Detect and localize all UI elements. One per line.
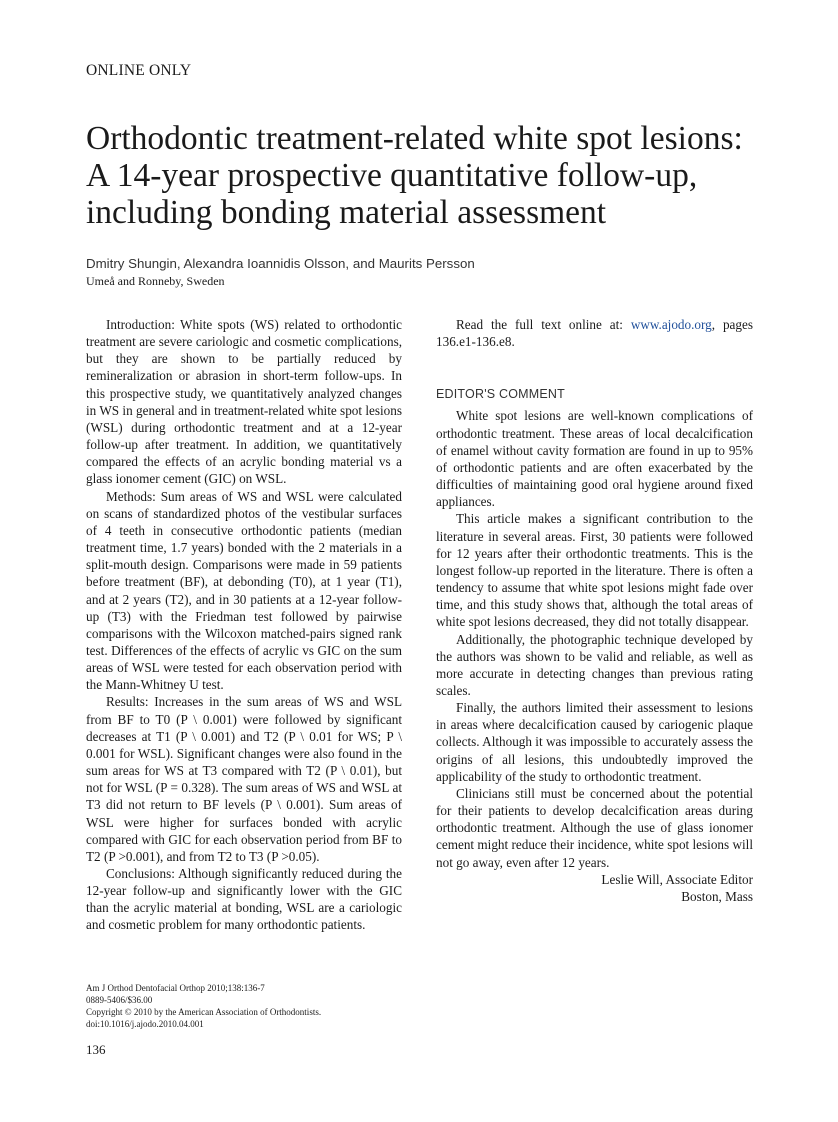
read-full-prefix: Read the full text online at: <box>456 317 631 332</box>
abstract-introduction: Introduction: White spots (WS) related to orthodontic treatment are severe cariologic and cosmetic complications, but they are shown to be partially reduced by remineralization or abrasion in short-term follow-ups. In this prospective study, we quantitatively analyzed changes in WS in general and in treatment-related white spot lesions (WSL) during orthodontic treatment and at a 12-year follow-up after treatment. In addition, we quantitatively compared the effects of an acrylic bonding material vs a glass ionomer cement (GIC) on WSL. <box>86 317 402 487</box>
editor-location: Boston, Mass <box>681 888 753 904</box>
affiliation: Umeå and Ronneby, Sweden <box>86 274 225 288</box>
read-full-suffix: , pages 136.e1-136.e8. <box>436 317 753 350</box>
abstract-methods: Methods: Sum areas of WS and WSL were calculated on scans of standardized photos of the vestibular surfaces of 4 teeth in consecutive orthodontic patients (median treatment time, 1.7 years) bonded with the 2 materials in a split-mouth design. Comparisons were made in 59 patients before treatment (BF), at debonding (T0), at 1 year (T1), and at 2 years (T2), and in 30 patients at a 12-year follow-up (T3) with the Friedman test followed by pairwise comparisons with the Wilcoxon matched-pairs signed rank test. Differences of the effects of acrylic vs GIC on the sum areas of WSL were tested for each observation period with the Mann-Whitney U test. <box>86 488 402 693</box>
article-footnote <box>86 982 446 1030</box>
article-title <box>86 120 776 231</box>
editor-paragraph: This article makes a significant contribution to the literature in several areas. First, 30 patients were followed for 12 years after their orthodontic treatments. This is the longest follow-up reported in the literature. There is often a tendency to assume that white spot lesions might fade over time, and this study shows that, although the total areas of white spot lesions decreased, they did not totally disappear. <box>436 511 753 630</box>
abstract-column <box>86 316 402 934</box>
copyright: Copyright © 2010 by the American Association of Orthodontists. <box>86 1007 322 1017</box>
editor-signature: Leslie Will, Associate Editor <box>601 871 753 887</box>
page-number: 136 <box>86 1042 106 1057</box>
author-list: Dmitry Shungin, Alexandra Ioannidis Olsson, and Maurits Persson <box>86 256 475 271</box>
issn: 0889-5406/$36.00 <box>86 995 153 1005</box>
section-label: ONLINE ONLY <box>86 62 192 79</box>
journal-link[interactable]: www.ajodo.org <box>630 317 712 332</box>
editor-paragraph: Finally, the authors limited their assessment to lesions in areas where decalcification caused by cariogenic plaque collects. Although it was impossible to accurately assess the origins of all lesions, this undoubtedly improved the applicability of the study to orthodontic treatment. <box>436 700 753 784</box>
doi: doi:10.1016/j.ajodo.2010.04.001 <box>86 1019 204 1029</box>
abstract-results: Results: Increases in the sum areas of WS and WSL from BF to T0 (P \ 0.001) were followed by significant decreases at T1 (P \ 0.001) and T2 (P \ 0.01 for WS; P \ 0.001 for WSL). Significant changes were also found in the sum areas for WS at T3 compared with T2 (P \ 0.01), but not for WSL (P = 0.328). The sum areas of WS and WSL at T3 did not return to BF levels (P \ 0.001). Sum areas of WSL were higher for surfaces bonded with acrylic compared with GIC for each observation period from BF to T2 (P >0.001), and from T2 to T3 (P >0.05). <box>86 694 402 864</box>
abstract-conclusions: Conclusions: Although significantly reduced during the 12-year follow-up and significantly lower with the GIC than the acrylic material at bonding, WSL are a cariologic and cosmetic problem for many orthodontic patients. <box>86 866 402 933</box>
editor-comment-heading: EDITOR'S COMMENT <box>436 387 565 402</box>
editor-paragraph: Clinicians still must be concerned about the potential for their patients to develop decalcification areas during orthodontic treatment. Although the use of glass ionomer cement might reduce their incidence, white spot lesions will not go away, even after 12 years. <box>436 785 753 870</box>
citation: Am J Orthod Dentofacial Orthop 2010;138:136-7 <box>86 983 265 993</box>
title-line: including bonding material assessment <box>86 194 607 231</box>
title-line: A 14-year prospective quantitative follow-up, <box>86 157 698 194</box>
read-full-text <box>436 316 753 350</box>
title-line: Orthodontic treatment-related white spot lesions: <box>86 120 743 157</box>
editor-paragraph: White spot lesions are well-known complications of orthodontic treatment. These areas of local decalcification of enamel without cavity formation are found in up to 95% of orthodontic patients and are often exacerbated by the difficulties of maintaining good oral hygiene around fixed appliances. <box>436 408 753 510</box>
editor-paragraph: Additionally, the photographic technique developed by the authors was shown to be valid and reliable, as well as more accurate in detecting changes than previous rating scales. <box>436 631 753 698</box>
editor-column <box>436 316 753 905</box>
